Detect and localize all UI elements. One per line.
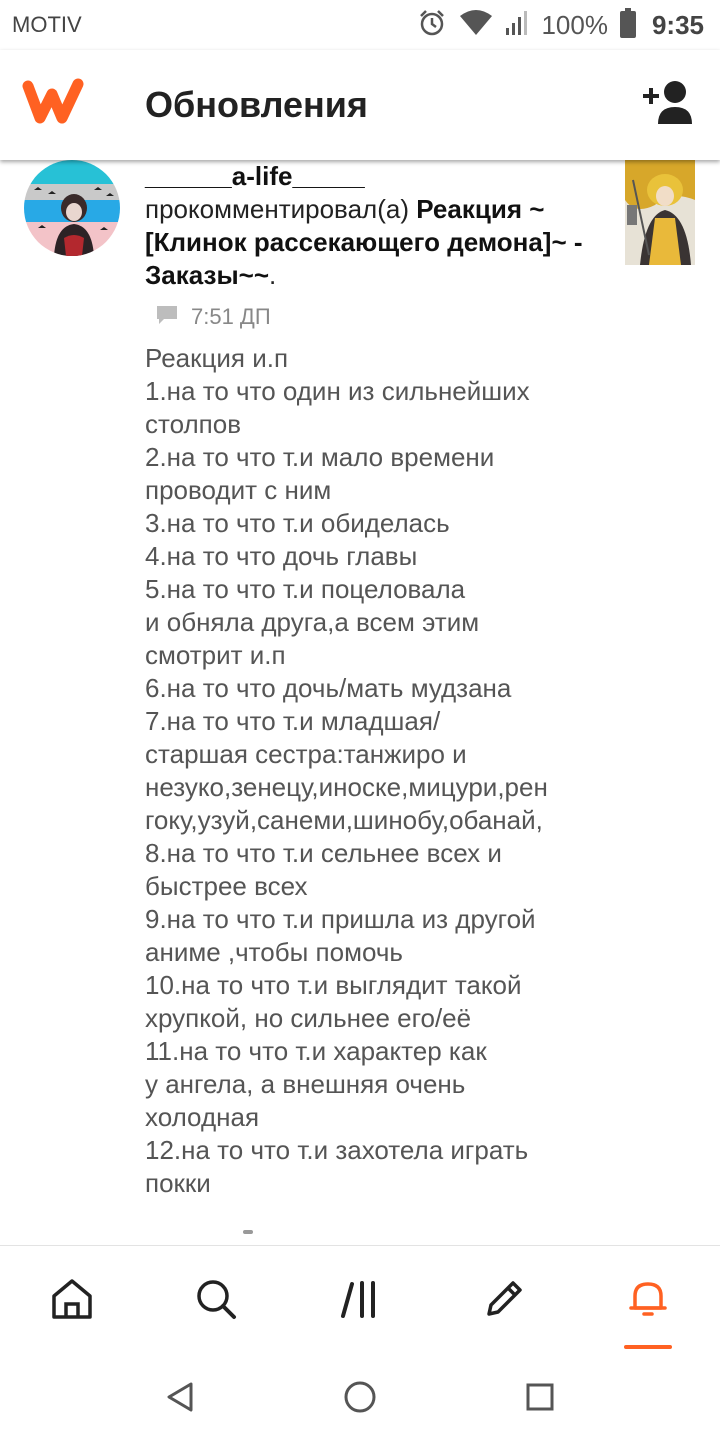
system-nav <box>0 1355 720 1440</box>
clock-time: 9:35 <box>651 9 704 40</box>
comment-line: 12.на то что т.и захотела играть <box>145 1135 529 1165</box>
status-icons <box>417 8 704 42</box>
comment-line: незуко,зенецу,иноске,мицури,рен <box>145 772 548 802</box>
active-tab-indicator <box>624 1345 672 1349</box>
carrier-name: MOTIV <box>12 12 82 37</box>
status-bar <box>0 0 720 50</box>
comment-line: покки <box>145 1168 211 1198</box>
comment-line: холодная <box>145 1102 260 1132</box>
comment-line: 6.на то что дочь/мать мудзана <box>145 673 512 703</box>
library-icon <box>339 1276 385 1327</box>
comment-line: у ангела, а внешняя очень <box>145 1069 466 1099</box>
comment-meta <box>155 300 271 334</box>
user-avatar[interactable] <box>24 160 120 256</box>
comment-line: 9.на то что т.и пришла из другой <box>145 904 536 934</box>
comment-line: 8.на то что т.и сельнее всех и <box>145 838 502 868</box>
home-icon <box>49 1276 95 1327</box>
signal-icon <box>505 10 529 41</box>
comment-line: 5.на то что т.и поцеловала <box>145 574 466 604</box>
comment-line: хрупкой, но сильнее его/её <box>145 1003 472 1033</box>
comment-line: 7.на то что т.и младшая/ <box>145 706 441 736</box>
comment-line: 4.на то что дочь главы <box>145 541 418 571</box>
comment-line: столпов <box>145 409 242 439</box>
comment-line: 1.на то что один из сильнейших <box>145 376 530 406</box>
comment-line: Реакция и.п <box>145 343 289 373</box>
action-text: прокомментировал(а) <box>145 194 409 224</box>
battery-icon <box>620 8 636 43</box>
comment-line: 10.на то что т.и выглядит такой <box>145 970 522 1000</box>
comment-line: смотрит и.п <box>145 640 286 670</box>
recents-icon[interactable] <box>520 1377 560 1417</box>
notification-header <box>145 160 615 292</box>
comment-line: проводит с ним <box>145 475 332 505</box>
comment-body <box>145 342 605 1200</box>
wattpad-logo-icon[interactable] <box>22 76 90 126</box>
notification-item[interactable] <box>0 160 720 1245</box>
page-title: Обновления <box>145 84 368 125</box>
nav-write[interactable] <box>454 1246 554 1356</box>
battery-percent: 100% <box>541 9 608 40</box>
wifi-icon <box>459 10 493 41</box>
bottom-nav <box>0 1245 720 1355</box>
comment-line: старшая сестра:танжиро и <box>145 739 467 769</box>
nav-search[interactable] <box>166 1246 266 1356</box>
comment-line: гоку,узуй,санеми,шинобу,обанай, <box>145 805 543 835</box>
back-icon[interactable] <box>160 1377 200 1417</box>
search-icon <box>193 1276 239 1327</box>
home-circle-icon[interactable] <box>340 1377 380 1417</box>
app-bar <box>0 50 720 160</box>
story-cover[interactable] <box>625 160 695 265</box>
write-icon <box>481 1276 527 1327</box>
comment-line: и обняла друга,а всем этим <box>145 607 480 637</box>
comment-line: аниме ,чтобы помочь <box>145 937 403 967</box>
nav-home[interactable] <box>22 1246 122 1356</box>
add-user-icon[interactable] <box>640 78 696 128</box>
comment-line: 3.на то что т.и обиделась <box>145 508 450 538</box>
comment-line: 11.на то что т.и характер как <box>145 1036 487 1066</box>
story-title-link[interactable]: Реакция ~[Клинок рассекающего демона]~ - Заказы~~ <box>145 194 583 290</box>
alarm-icon <box>417 8 447 43</box>
next-item-fragment <box>243 1230 253 1234</box>
notifications-icon <box>625 1276 671 1327</box>
comment-time: 7:51 ДП <box>191 304 271 329</box>
comment-line: 2.на то что т.и мало времени <box>145 442 495 472</box>
trailing-period: . <box>269 260 277 290</box>
nav-notifications[interactable] <box>598 1246 698 1356</box>
comment-line: быстрее всех <box>145 871 308 901</box>
comment-bubble-icon <box>155 304 179 331</box>
username-link[interactable]: ______a-life_____ <box>145 161 365 191</box>
nav-library[interactable] <box>312 1246 412 1356</box>
